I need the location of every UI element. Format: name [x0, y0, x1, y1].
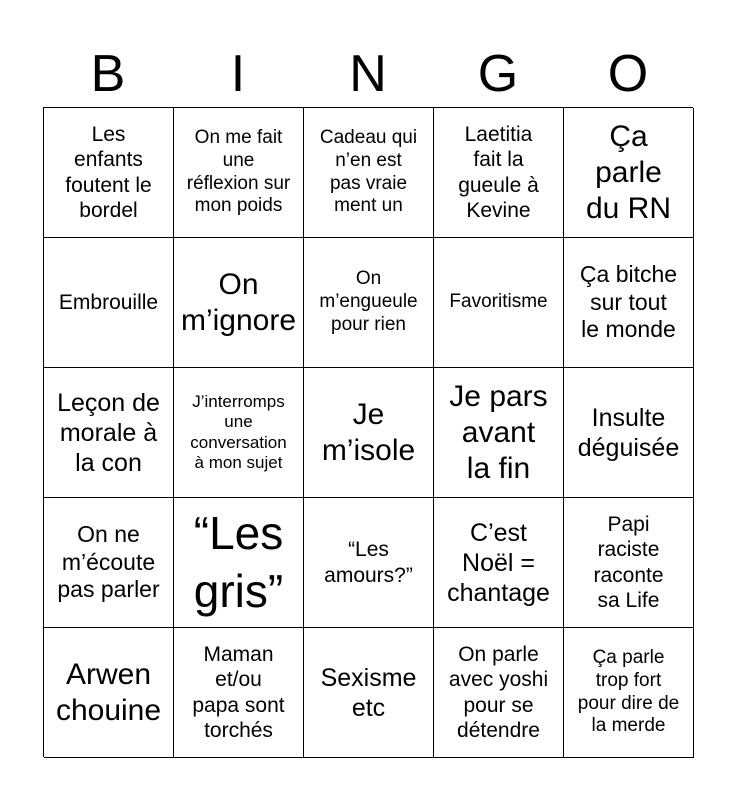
cell-text: J’interromps une conversation à mon sujet	[190, 391, 287, 472]
header-letter-n: N	[349, 45, 387, 103]
cell-text: On ne m’écoute pas parler	[57, 521, 160, 603]
cell-text: Ça parle trop fort pour dire de la merde	[577, 646, 680, 737]
cell-text: Ça bitche sur tout le monde	[579, 261, 678, 343]
bingo-cell[interactable]	[174, 108, 304, 238]
bingo-cell[interactable]	[434, 498, 564, 628]
bingo-cell[interactable]	[304, 628, 434, 758]
cell-text: Laetitia fait la gueule à Kevine	[458, 123, 539, 222]
bingo-cell[interactable]	[564, 498, 694, 628]
cell-text: Insulte déguisée	[577, 403, 680, 462]
cell-text: On parle avec yoshi pour se détendre	[448, 643, 549, 742]
bingo-cell[interactable]	[564, 368, 694, 498]
bingo-header	[43, 40, 693, 108]
bingo-cell[interactable]	[304, 238, 434, 368]
cell-text: On m’ignore	[180, 267, 297, 337]
header-letter-i: I	[230, 45, 246, 103]
cell-text: Je pars avant la fin	[449, 379, 548, 485]
cell-text: On m’engueule pour rien	[319, 268, 418, 335]
bingo-cell[interactable]	[174, 368, 304, 498]
bingo-cell[interactable]	[44, 238, 174, 368]
cell-text: Embrouille	[58, 290, 159, 314]
bingo-cell[interactable]	[44, 628, 174, 758]
cell-text: Les enfants foutent le bordel	[65, 123, 152, 222]
header-letter-b: B	[90, 45, 126, 103]
cell-text: Papi raciste raconte sa Life	[593, 513, 664, 612]
cell-text: Ça parle du RN	[585, 119, 672, 225]
bingo-cell[interactable]	[564, 628, 694, 758]
bingo-cell[interactable]	[434, 108, 564, 238]
bingo-cell[interactable]	[44, 368, 174, 498]
bingo-cell[interactable]	[564, 108, 694, 238]
header-letter-g: G	[477, 45, 519, 103]
cell-text: Arwen chouine	[55, 657, 162, 727]
cell-text: On me fait une réflexion sur mon poids	[186, 126, 291, 217]
bingo-cell[interactable]	[44, 498, 174, 628]
cell-text: Sexisme etc	[320, 663, 417, 722]
cell-text: “Les amours?”	[324, 538, 413, 587]
bingo-cell[interactable]	[44, 108, 174, 238]
bingo-cell[interactable]	[304, 108, 434, 238]
bingo-cell[interactable]	[434, 238, 564, 368]
bingo-grid	[43, 107, 693, 757]
bingo-cell[interactable]	[564, 238, 694, 368]
bingo-cell[interactable]	[434, 368, 564, 498]
header-letter-o: O	[607, 45, 649, 103]
cell-text: C’est Noël = chantage	[447, 518, 550, 607]
bingo-cell[interactable]	[304, 498, 434, 628]
cell-text: Maman et/ou papa sont torchés	[192, 643, 285, 742]
cell-text: Cadeau qui n’en est pas vraie ment un	[319, 126, 418, 217]
bingo-cell[interactable]	[434, 628, 564, 758]
bingo-cell[interactable]	[174, 238, 304, 368]
cell-text: Je m’isole	[321, 397, 416, 467]
bingo-cell[interactable]	[304, 368, 434, 498]
bingo-cell[interactable]	[174, 628, 304, 758]
cell-text: “Les gris”	[193, 507, 284, 617]
cell-text: Leçon de morale à la con	[57, 388, 160, 477]
cell-text: Favoritisme	[449, 291, 548, 313]
bingo-cell[interactable]	[174, 498, 304, 628]
